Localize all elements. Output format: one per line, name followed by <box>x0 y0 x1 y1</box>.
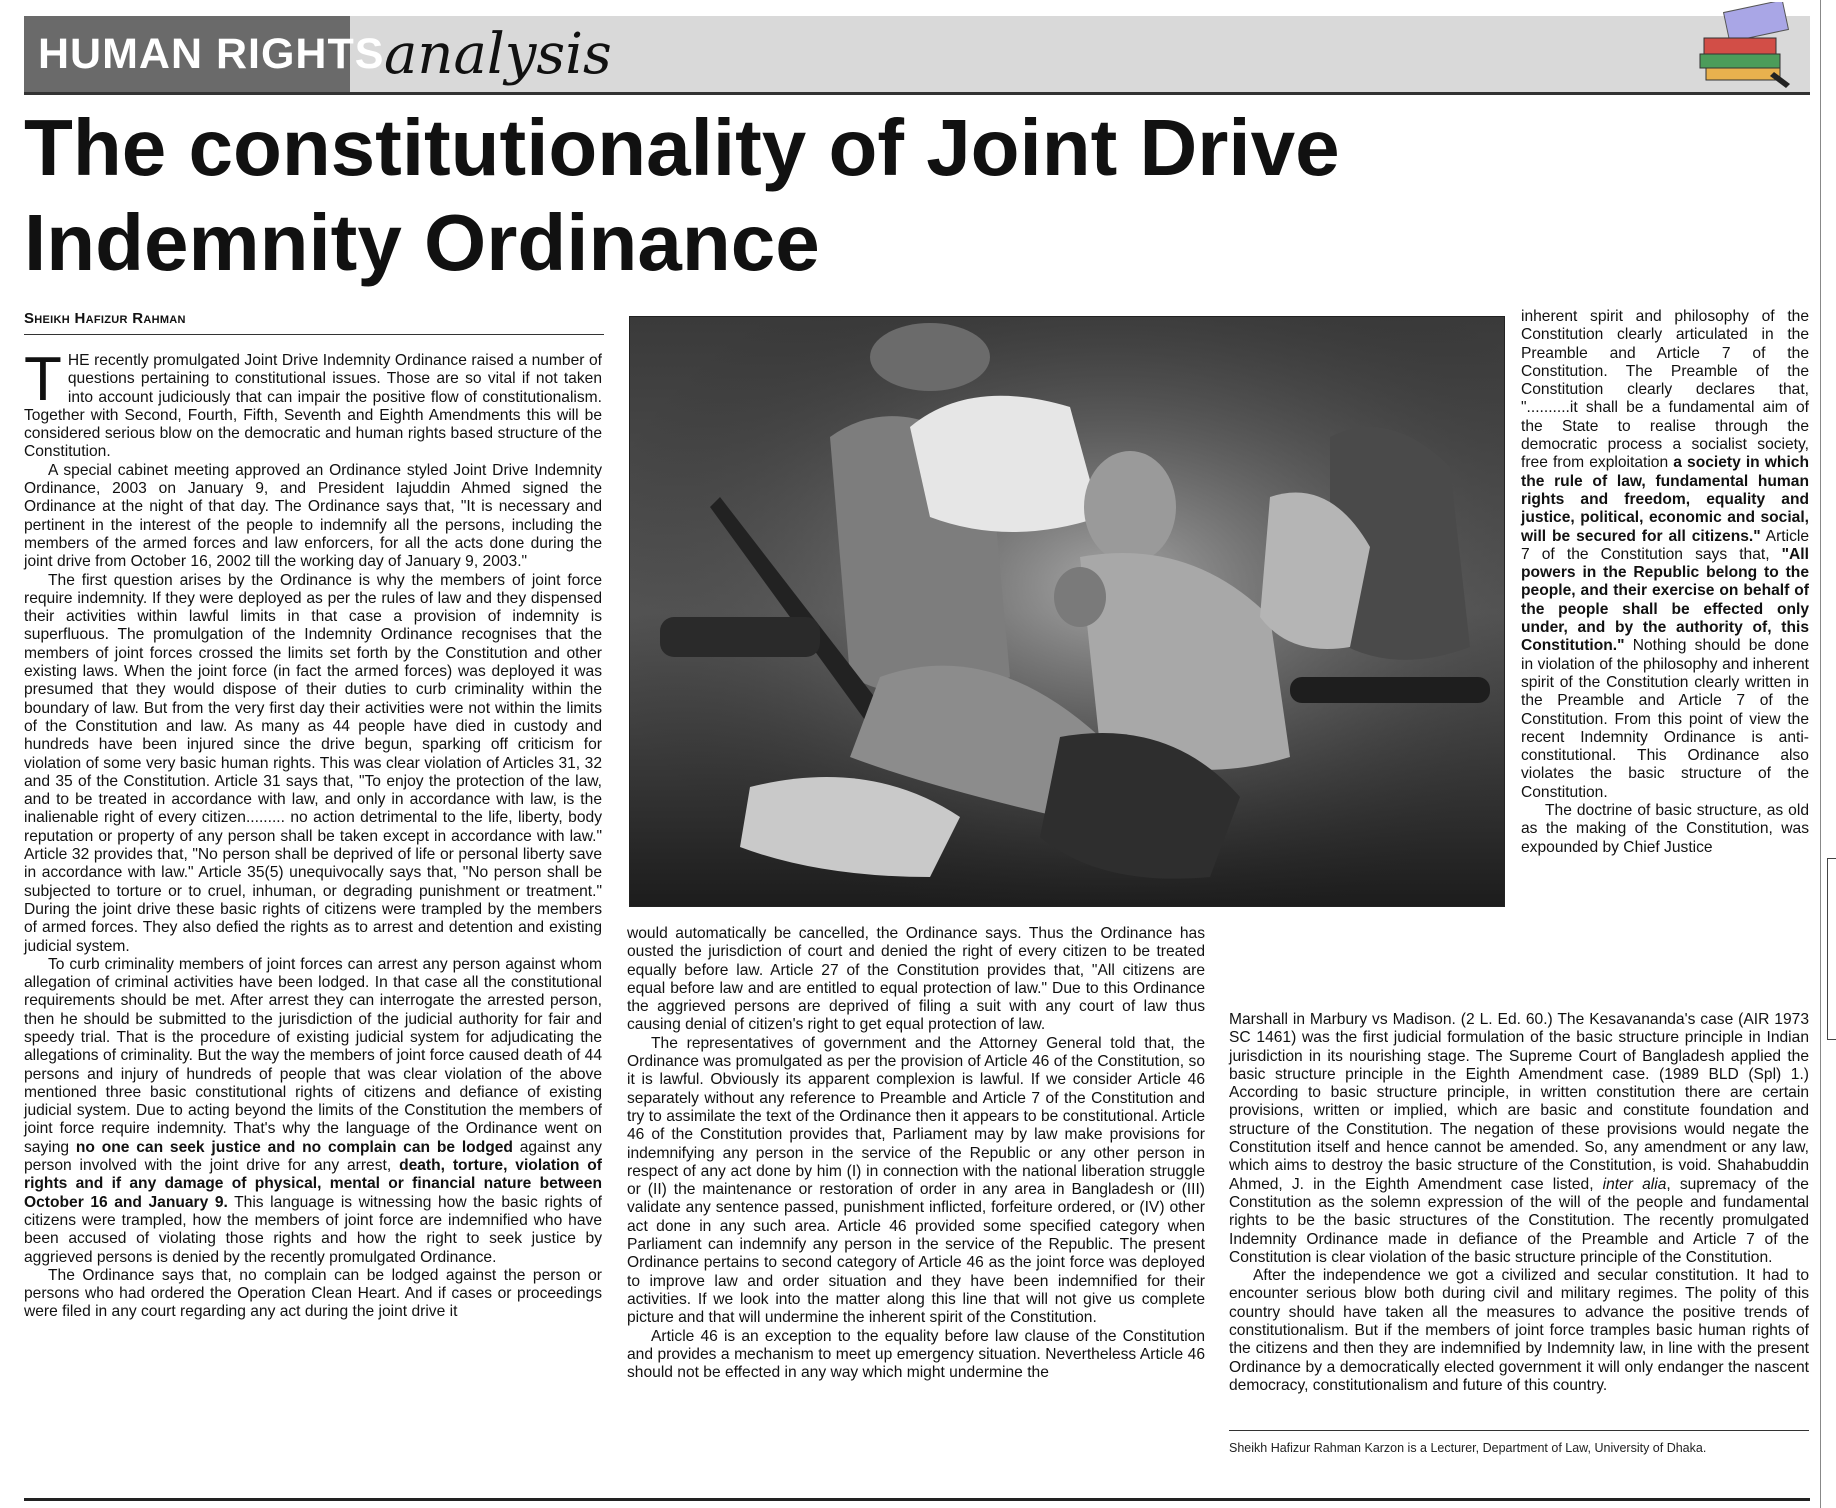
subsection-label: analysis <box>384 22 612 87</box>
paragraph: To curb criminality members of joint forces can arrest any person against whom allegation of criminal activities have been lodged. In that case all the constitutional requirements should be met. After arrest they can interrogate the arrested person, then he should be submitted to the jurisdiction of the judicial authority for fair and speedy trial. That is the procedure of existing judicial system for adjudicating the allegations of criminality. But the way the members of joint force caused death of 44 persons and injury of hundreds of people that was clear violation of the above mentioned three basic constitutional rights of citizens and defiance of existing judicial system. Due to acting beyond the limits of the Constitution the members of joint force require indemnity. That's why the language of the Ordinance went on saying no one can seek justice and no complain can be lodged against any person involved with the joint drive for any arrest, death, torture, violation of rights and if any damage of physical, mental or financial nature between October 16 and January 9. This language is witnessing how the basic rights of citizens were trampled, how the members of joint force are indemnified who have been accused of violating those rights and how the right to seek justice by aggrieved persons is denied by the recently promulgated Ordinance. <box>24 955 602 1266</box>
paragraph: The representatives of government and the Attorney General told that, the Ordinance was promulgated as per the provision of Article 46 of the Constitution, so it is lawful. Obviously its apparent complexion is lawful. If we consider Article 46 separately without any reference to Preamble and Article 7 of the Constitution and try to assimilate the text of the Ordinance then it appears to be constitutional. Article 46 of the Constitution provides that, Parliament may by law make provisions for indemnifying any person in the service of the Republic or any other person in respect of any act done by him (I) in connection with the national liberation struggle or (II) the maintenance or restoration of order in any area in Bangladesh or (III) validate any sentence passed, punishment inflicted, forfeiture ordered, or (IV) other act done in any such area. Article 46 provided some specified category when Parliament can indemnify any person in the service of the Republic. The present Ordinance pertains to second category of Article 46 as the joint force was deployed to improve law and order situation and they have been indemnified for their activities. If we look into the matter along this line that will not give us complete picture and that will undermine the inherent spirit of the Constitution. <box>627 1034 1205 1327</box>
byline: Sheikh Hafizur Rahman <box>24 310 186 327</box>
paragraph: The Ordinance says that, no complain can be lodged against the person or persons who had ordered the Operation Clean Heart. And if cases or proceedings were filed in any court regarding any act during the joint drive it <box>24 1266 602 1321</box>
credit-rule <box>1229 1430 1809 1431</box>
paragraph: The doctrine of basic structure, as old as the making of the Constitution, was expounded by Chief Justice <box>1521 802 1809 856</box>
books-icon <box>1686 2 1796 92</box>
paragraph: inherent spirit and philosophy of the Constitution clearly articulated in the Preamble and Article 7 of the Constitution. The Preamble of the Constitution clearly declares that, "..........it shall be a fundamental aim of the State to realise through the democratic process a socialist society, free from exploitation a society in which the rule of law, fundamental human rights and freedom, equality and justice, political, economic and social, will be secured for all citizens." Article 7 of the Constitution says that, "All powers in the Republic belong to the people, and their exercise on behalf of the people shall be effected only under, and by the authority of, this Constitution." Nothing should be done in violation of the philosophy and inherent spirit of the Constitution clearly written in the Preamble and Article 7 of the Constitution. From this point of view the recent Indemnity Ordinance is anti-constitutional. This Ordinance also violates the basic structure of the Constitution. <box>1521 308 1809 801</box>
paragraph: After the independence we got a civilized and secular constitution. It had to encounter serious blow both during civil and military regimes. The polity of this country should have taken all the measures to advance the positive trends of constitutionalism. But if the members of joint force tramples basic human rights of the citizens and then they are indemnified by Indemnity law, in line with the present Ordinance by a democratically elected government it will only endanger the nascent democracy, constitutionalism and future of this country. <box>1229 1267 1809 1394</box>
author-note: Sheikh Hafizur Rahman Karzon is a Lecturer, Department of Law, University of Dhaka. <box>1229 1441 1707 1455</box>
section-banner <box>24 16 1810 92</box>
column-3-top <box>1521 308 1809 857</box>
column-2 <box>627 925 1205 1382</box>
column-1 <box>24 345 602 1322</box>
paragraph: A special cabinet meeting approved an Ordinance styled Joint Drive Indemnity Ordinance, 2003 on January 9, and President Iajuddin Ahmed signed the Ordinance at the night of that day. The Ordinance says that, "It is necessary and pertinent in the interest of the people to indemnify all the persons, including the members of the armed forces and law enforcers, for all the acts done during the joint drive from October 16, 2002 till the working day of January 9, 2003." <box>24 461 602 571</box>
adjacent-page-edge <box>1820 0 1836 1508</box>
page-bottom-rule <box>24 1498 1810 1501</box>
news-photo <box>629 316 1505 907</box>
drop-cap: T <box>24 345 62 414</box>
article-headline: The constitutionality of Joint Drive Indemnity Ordinance <box>24 103 1340 287</box>
paragraph: Marshall in Marbury vs Madison. (2 L. Ed. 60.) The Kesavananda's case (AIR 1973 SC 1461) was the first judicial formulation of the basic structure principle in Indian jurisdiction in its nourishing stage. The Supreme Court of Bangladesh applied the basic structure principle in the Eighth Amendment case. (1989 BLD (Spl) 1.) According to basic structure principle, in written constitution there are certain provisions, written or implied, which are basic and constitute foundation and structure of the Constitution. The negation of these provisions would negate the Constitution itself and hence cannot be amended. So, any amendment or any law, which aims to destroy the basic structure of the Constitution, is void. Shahabuddin Ahmed, J. in the Eighth Amendment case listed, inter alia, supremacy of the Constitution as the solemn expression of the will of the people and fundamental rights to be the basic structures of the Constitution. The recently promulgated Indemnity Ordinance made in defiance of the Preamble and Article 7 of the Constitution is clear violation of the basic structure principle of the Constitution. <box>1229 1011 1809 1266</box>
paragraph: The first question arises by the Ordinance is why the members of joint force require indemnity. If they were deployed as per the rules of law and they dispensed their activities within lawful limits in that case a provision of indemnity is superfluous. The promulgation of the Indemnity Ordinance recognises that the members of joint forces crossed the limits set forth by the Constitution and other existing laws. When the joint force (in fact the armed forces) was deployed it was presumed that they would dispose of their duties to curb criminality within the boundary of law. But from the very first day their activities were not within the limits of the Constitution and law. As many as 44 people have died in custody and hundreds have been injured since the drive begun, sparking off criticism for violation of some very basic human rights. This was clear violation of Articles 31, 32 and 35 of the Constitution. Article 31 says that, "To enjoy the protection of the law, and to be treated in accordance with law, and only in accordance with law, is the inalienable right of every citizen......... no action detrimental to the life, liberty, body reputation or property of any person shall be taken except in accordance with law." Article 32 provides that, "No person shall be deprived of life or personal liberty save in accordance with law." Article 35(5) unequivocally says that, "No person shall be subjected to torture or to cruel, inhuman, or degrading punishment or treatment." During the joint drive these basic rights of citizens were trampled by the members of armed forces. They also defied the rights as to arrest and detention and existing judicial system. <box>24 571 602 955</box>
paragraph: Article 46 is an exception to the equality before law clause of the Constitution and provides a mechanism to meet up emergency situation. Nevertheless Article 46 should not be effected in any way which might undermine the <box>627 1327 1205 1382</box>
column-3-bottom <box>1229 1011 1809 1395</box>
photo-illustration <box>630 317 1505 907</box>
byline-rule <box>24 334 604 335</box>
paragraph: would automatically be cancelled, the Ordinance says. Thus the Ordinance has ousted the jurisdiction of court and denied the right of every citizen to be treated equally before law. Article 27 of the Constitution provides that, "All citizens are equal before law and are entitled to equal protection of law." Due to this Ordinance the aggrieved persons are deprived of filing a suit with any court of law thus causing denial of citizen's right to get equal protection of law. <box>627 925 1205 1034</box>
paragraph: THE recently promulgated Joint Drive Indemnity Ordinance raised a number of questions pertaining to constitutional issues. Those are so vital if not taken into account judiciously that can impair the positive flow of constitutionalism. Together with Second, Fourth, Fifth, Seventh and Eighth Amendments this will be considered serious blow on the democratic and human rights based structure of the Constitution. <box>24 345 602 461</box>
section-label: HUMAN RIGHTS <box>38 30 385 78</box>
banner-rule <box>24 92 1810 95</box>
edge-box <box>1827 858 1836 1040</box>
